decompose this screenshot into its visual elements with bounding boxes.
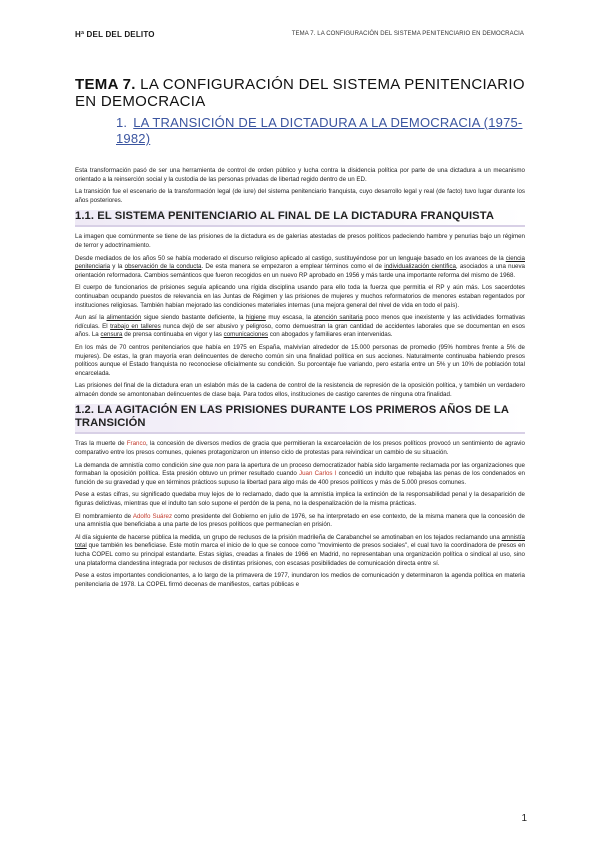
highlight-juan-carlos: Juan Carlos I (298, 470, 337, 478)
document-body (75, 167, 525, 593)
section-1-2-paragraph-5: Al día siguiente de hacerse pública la medida, un grupo de reclusos de la prisión madrileña de Carabanchel se amotinaban en los tejados reclamando una amnistía total que también les beneficiase. Este motín marca el inicio de lo que se conoce como "movimiento de presos sociales", el cual tuvo la coordinadora de presos en lucha COPEL como su principal estandarte. Estas siglas, creadas a finales de 1966 en Madrid, no representaban una organización política o sindical al uso, sino una plataforma clandestina integrada por reclusos de distintas prisiones, con escasas posibilidades de comunicación directa entre sí. (75, 533, 525, 567)
section-1-1-heading: 1.1. EL SISTEMA PENITENCIARIO AL FINAL DE LA DICTADURA FRANQUISTA (75, 210, 525, 227)
section-1-2-heading: 1.2. LA AGITACIÓN EN LAS PRISIONES DURANTE LOS PRIMEROS AÑOS DE LA TRANSICIÓN (75, 404, 525, 434)
section-1-1-paragraph-6: Las prisiones del final de la dictadura eran un eslabón más de la cadena de control de la resistencia de represión de la oposición política, y también un verdadero almacén donde se amontonaban delincuentes de clase baja. Para todos ellos, instituciones de castigo carentes de ninguna otra finalidad. (75, 382, 525, 398)
section-1-2-paragraph-3: Pese a estas cifras, su significado quedaba muy lejos de lo reclamado, dado que la amnistía implica la extinción de la responsabilidad penal y la desaparición de figuras delictivas, mientras que el indulto tan solo supone el perdón de la pena, no la despenalización de la misma prácticas. (75, 491, 525, 508)
section-1-1-paragraph-2: Desde mediados de los años 50 se había moderado el discurso religioso aplicado al castigo, sustituyéndose por un lenguaje basado en los avances de la ciencia penitenciaria y la observación de la conducta. De esta manera se empezaron a emplear términos como el de individualización científica, asociados a una nueva orientación reformadora. Cambios semánticos que fueron recogidos en un nuevo RP aprobado en 1956 y más tarde una importante reforma del mismo de 1968. (75, 254, 525, 279)
section-1-2-paragraph-2: La demanda de amnistía como condición sine qua non para la apertura de un proceso democratizador había sido largamente reclamada por las organizaciones que formaban la oposición política. Esta presión obtuvo un primer resultado cuando Juan Carlos I concedió un indulto que rebajaba las penas de los condenados en función de su gravedad y que en términos prácticos supuso la libertad para algo más de 400 presos políticos y más de 5.000 presos comunes. (75, 461, 525, 486)
section-1-2-paragraph-6: Pese a estos importantes condicionantes, a lo largo de la primavera de 1977, inundaron los medios de comunicación y determinaron la agenda política en materia penitenciaria de 1978. La COPEL firmó decenas de manifiestos, cartas públicas e (75, 572, 525, 588)
section-1-1-paragraph-4: Aun así la alimentación sigue siendo bastante deficiente, la higiene muy escasa, la atención sanitaria poco menos que inexistente y las actividades formativas ridículas. El trabajo en talleres nunca dejó de ser abusivo y peligroso, como demuestran la gran cantidad de accidentes laborales que se documentan en esos años. La censura de prensa continuaba en vigor y las comunicaciones con abogados y familiares eran intervenidas. (75, 314, 526, 339)
section-title-text: LA TRANSICIÓN DE LA DICTADURA A LA DEMOCRACIA (1975-1982) (116, 115, 523, 146)
section-1-1-paragraph-1: La imagen que comúnmente se tiene de las prisiones de la dictadura es de galerías atestadas de presos políticos padeciendo hambre y penurias bajo un régimen de terror y adoctrinamiento. (75, 233, 525, 249)
page-number: 1 (521, 813, 527, 824)
intro-paragraph-2: La transición fue el escenario de la transformación legal (de iure) del sistema penitenciario franquista, cuyo desarrollo legal y real (de facto) tuvo lugar durante los años posteriores. (75, 188, 525, 204)
highlight-franco: Franco (126, 440, 147, 448)
section-1-1-paragraph-5: En los más de 70 centros penitenciarios que había en 1975 en España, malvivían alrededor de 15.000 personas de promedio (95% hombres frente a 5% de mujeres). De estas, la gran mayoría eran delincuentes de derecho común sin una finalidad política en sus acciones. Naturalmente continuaba habiendo presos políticos aunque el Estado franquista no reconociese oficialmente su condición. Su porcentaje fue variando, pero estaría entre un 5% y un 10% de población total encarcelada. (75, 343, 525, 377)
section-1-1-paragraph-3: El cuerpo de funcionarios de prisiones seguía aplicando una rígida disciplina usando para ello toda la fuerza que permitía el RP y aún más. Los sacerdotes continuaban ocupando puestos de relevancia en las Juntas de Régimen y las prisiones de mujeres y muchos reformatorios de menores estaban regentados por instituciones religiosas. También habían mejorado las condiciones materiales internas (una mejora general del nivel de vida en todo el país). (75, 284, 525, 309)
section-1-2-paragraph-4: El nombramiento de Adolfo Suárez como presidente del Gobierno en julio de 1976, se ha interpretado en ese contexto, de la misma manera que la concesión de una amnistía que beneficiaba a una parte de los presos políticos que permanecían en prisión. (75, 512, 525, 529)
page-title (75, 76, 525, 110)
highlight-suarez: Adolfo Suárez (132, 512, 173, 520)
section-number: 1. (116, 115, 128, 130)
section-1-2-paragraph-1: Tras la muerte de Franco, la concesión de diversos medios de gracia que permitieran la excarcelación de los presos políticos provocó un sentimiento de agravio comparativo entre los presos comunes, quienes protagonizaron un intenso ciclo de protestas para reivindicar un cambio de su situación. (75, 440, 526, 457)
section-title (116, 115, 526, 147)
document-header-left: Hª DEL DEL DELITO (75, 30, 155, 39)
title-rest: LA CONFIGURACIÓN DEL SISTEMA PENITENCIARIO EN DEMOCRACIA (75, 76, 525, 110)
document-header-right: TEMA 7. LA CONFIGURACIÓN DEL SISTEMA PENITENCIARIO EN DEMOCRACIA (291, 31, 524, 37)
intro-paragraph-1: Esta transformación pasó de ser una herramienta de control de orden público y lucha contra la disidencia política por parte de una dictadura a un mecanismo orientado a la reinserción social y la custodia de las personas privadas de libertad regido dentro de un ED. (75, 167, 525, 183)
title-prefix: TEMA 7. (75, 76, 136, 93)
